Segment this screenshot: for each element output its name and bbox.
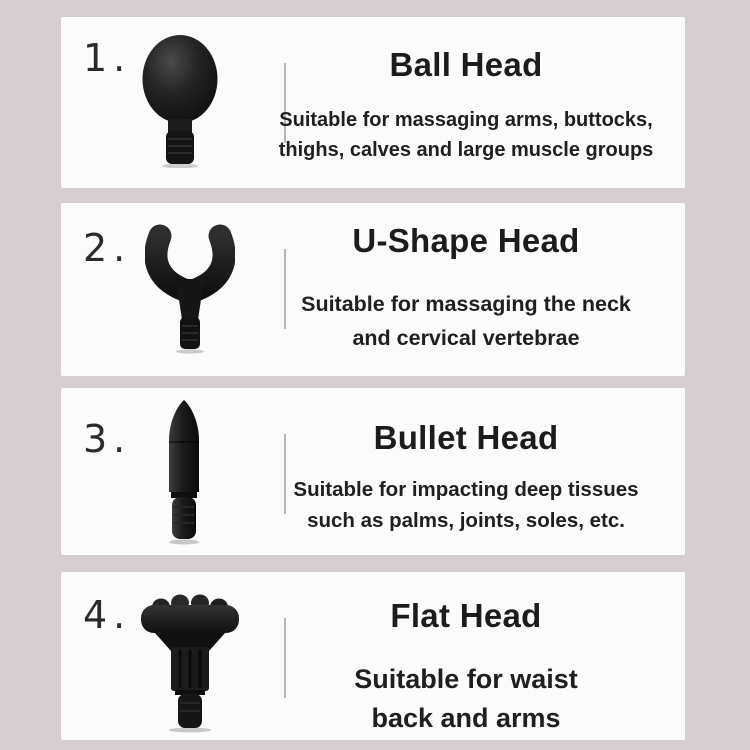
item-number: 4. — [83, 593, 132, 637]
u-shape-head-icon — [145, 222, 235, 354]
description-line: Suitable for impacting deep tissues — [293, 478, 639, 501]
item-title: Flat Head — [390, 597, 542, 634]
item-description — [261, 287, 671, 355]
attachment-card-u-shape-head — [61, 203, 685, 376]
description-line: Suitable for massaging arms, buttocks, — [279, 109, 653, 131]
item-title: Bullet Head — [373, 419, 559, 456]
item-number: 1. — [83, 36, 132, 80]
description-line: and cervical vertebrae — [352, 326, 580, 350]
flat-head-icon — [139, 593, 241, 733]
description-line: such as palms, joints, soles, etc. — [307, 509, 625, 532]
item-text-block — [267, 203, 665, 376]
description-line: Suitable for massaging the neck — [301, 292, 631, 316]
item-title: U-Shape Head — [352, 222, 580, 259]
item-description — [261, 105, 671, 165]
item-description — [261, 660, 671, 738]
item-number: 2. — [83, 226, 132, 270]
item-text-block — [267, 572, 665, 740]
item-text-block — [267, 17, 665, 188]
item-description — [261, 474, 671, 536]
bullet-head-icon — [162, 397, 206, 545]
description-line: back and arms — [371, 703, 561, 733]
item-number: 3. — [83, 417, 132, 461]
description-line: Suitable for waist — [354, 664, 578, 694]
attachment-card-ball-head — [61, 17, 685, 188]
ball-head-icon — [141, 32, 219, 168]
item-title: Ball Head — [389, 46, 543, 83]
description-line: thighs, calves and large muscle groups — [278, 139, 654, 161]
attachment-card-flat-head — [61, 572, 685, 740]
item-text-block — [267, 388, 665, 555]
attachment-card-bullet-head — [61, 388, 685, 555]
